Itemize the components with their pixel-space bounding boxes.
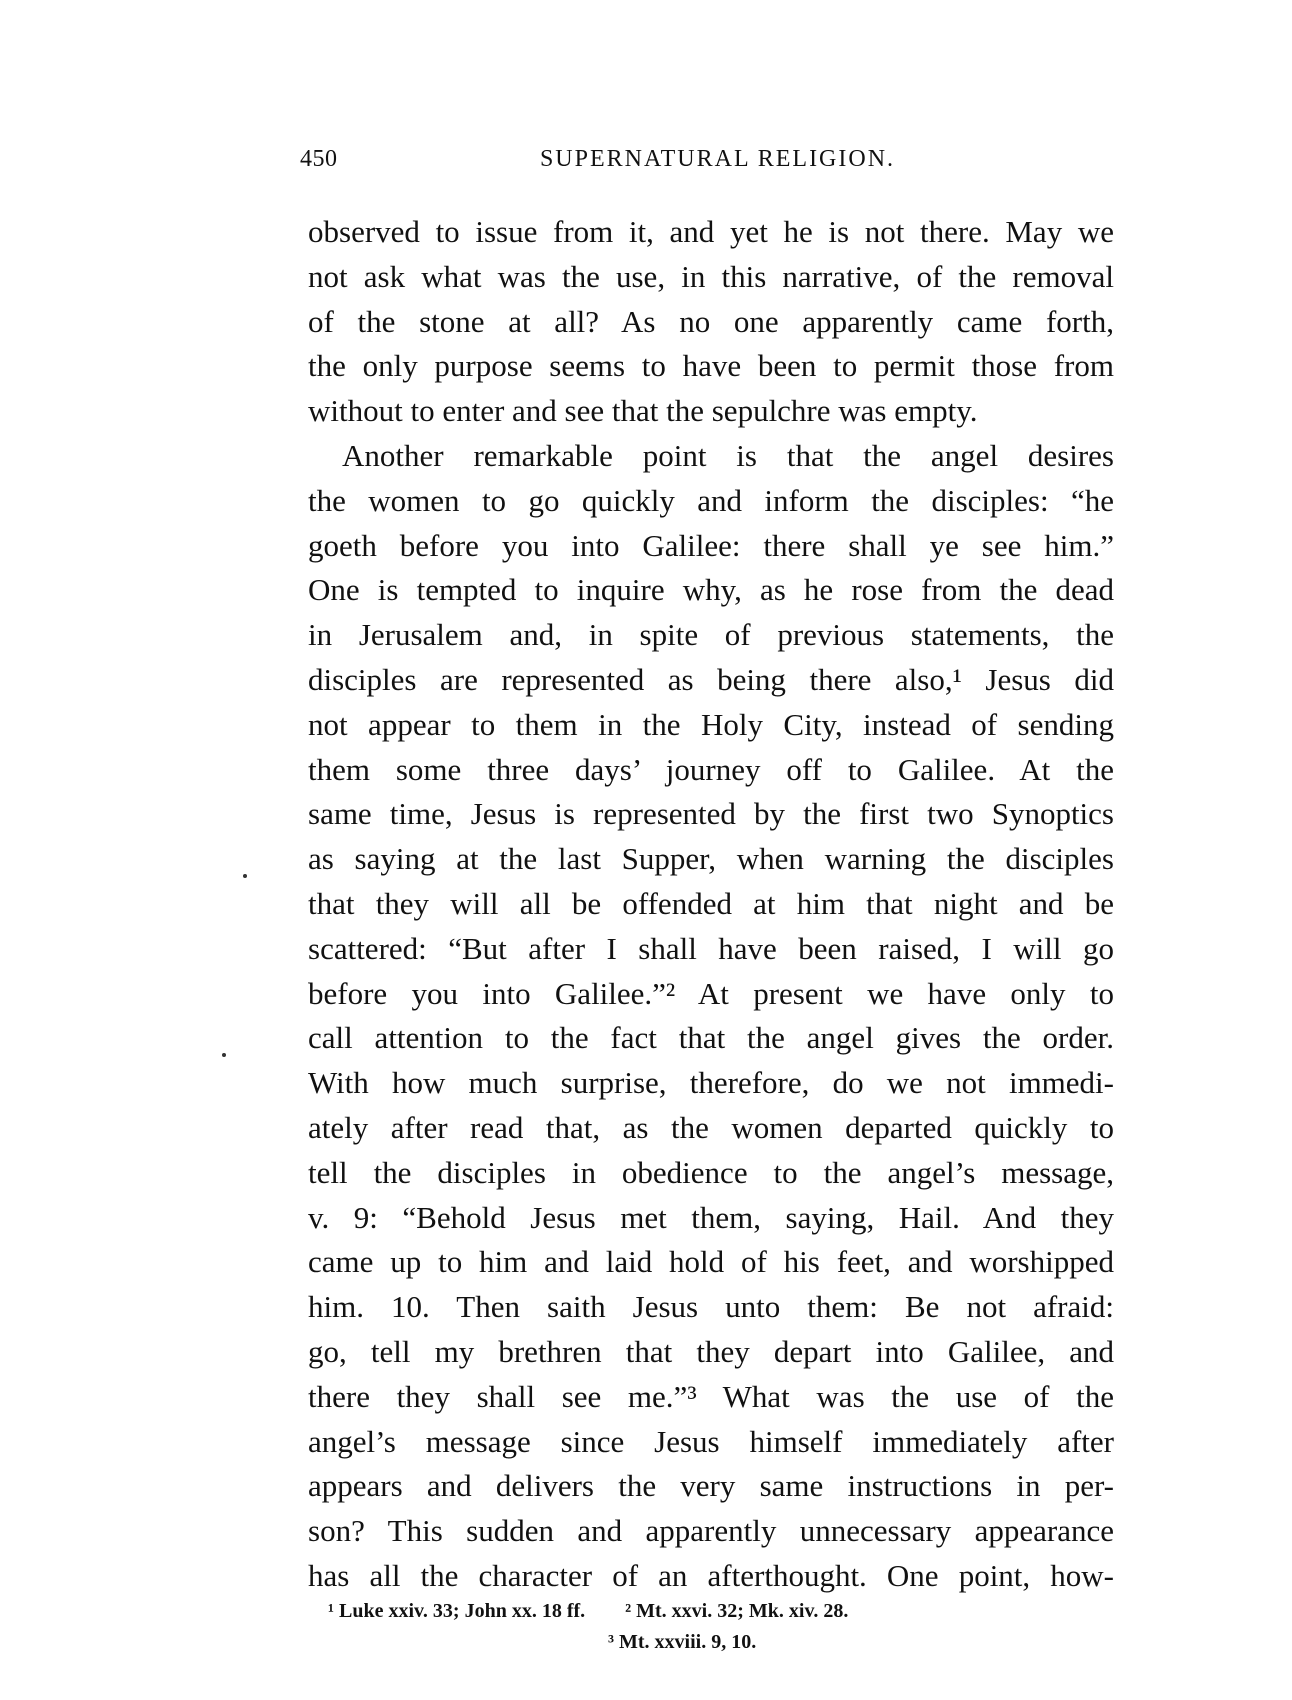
text-line: goeth before you into Galilee: there shall ye see him.”	[308, 527, 1114, 563]
text-line: the only purpose seems to have been to permit those from	[308, 348, 1114, 384]
text-line: came up to him and laid hold of his feet, and worshipped	[308, 1244, 1114, 1280]
text-line: ately after read that, as the women departed quickly to	[308, 1109, 1114, 1145]
text-line: him. 10. Then saith Jesus unto them: Be not afraid:	[308, 1289, 1114, 1325]
scan-speck	[243, 874, 247, 878]
text-line: disciples are represented as being there also,¹ Jesus did	[308, 661, 1114, 697]
text-line: v. 9: “Behold Jesus met them, saying, Hail. And they	[308, 1199, 1114, 1235]
text-line: observed to issue from it, and yet he is not there. May we	[308, 214, 1114, 249]
footnote-1: ¹ Luke xxiv. 33; John xx. 18 ff.	[328, 1600, 586, 1622]
text-line: call attention to the fact that the angel gives the order.	[308, 1020, 1114, 1056]
text-line: not ask what was the use, in this narrative, of the removal	[308, 258, 1114, 294]
text-line: tell the disciples in obedience to the angel’s message,	[308, 1154, 1114, 1190]
text-line: not appear to them in the Holy City, instead of sending	[308, 706, 1114, 742]
text-line: angel’s message since Jesus himself immediately after	[308, 1423, 1114, 1459]
text-line: One is tempted to inquire why, as he rose from the dead	[308, 572, 1114, 608]
text-line: of the stone at all? As no one apparently came forth,	[308, 303, 1114, 339]
footnote-line	[308, 1627, 1114, 1658]
footnote-2: ² Mt. xxvi. 32; Mk. xiv. 28.	[625, 1600, 849, 1622]
text-line: in Jerusalem and, in spite of previous statements, the	[308, 617, 1114, 653]
text-line: the women to go quickly and inform the disciples: “he	[308, 482, 1114, 518]
footnotes	[308, 1596, 1114, 1658]
page-header	[300, 146, 1115, 182]
text-line: go, tell my brethren that they depart into Galilee, and	[308, 1333, 1114, 1369]
running-title: SUPERNATURAL RELIGION.	[539, 146, 896, 172]
footnote-line	[308, 1596, 1114, 1627]
text-line: scattered: “But after I shall have been raised, I will go	[308, 930, 1114, 966]
text-line: has all the character of an afterthought. One point, how-	[308, 1557, 1114, 1593]
text-line: Another remarkable point is that the angel desires	[342, 437, 1114, 473]
text-line: them some three days’ journey off to Galilee. At the	[308, 751, 1114, 787]
body-text	[308, 210, 1114, 1599]
text-line: without to enter and see that the sepulchre was empty.	[308, 393, 978, 429]
text-line: before you into Galilee.”² At present we have only to	[308, 975, 1114, 1011]
text-line: same time, Jesus is represented by the first two Synoptics	[308, 796, 1114, 832]
text-line: son? This sudden and apparently unnecessary appearance	[308, 1513, 1114, 1549]
footnote-3: ³ Mt. xxviii. 9, 10.	[608, 1631, 757, 1653]
text-line: that they will all be offended at him that night and be	[308, 885, 1114, 921]
text-line: as saying at the last Supper, when warning the disciples	[308, 841, 1114, 877]
scan-speck	[222, 1053, 226, 1057]
text-line: there they shall see me.”³ What was the use of the	[308, 1378, 1114, 1414]
text-line: appears and delivers the very same instructions in per-	[308, 1468, 1114, 1504]
page-number: 450	[300, 146, 338, 172]
text-line: With how much surprise, therefore, do we not immedi-	[308, 1065, 1114, 1101]
